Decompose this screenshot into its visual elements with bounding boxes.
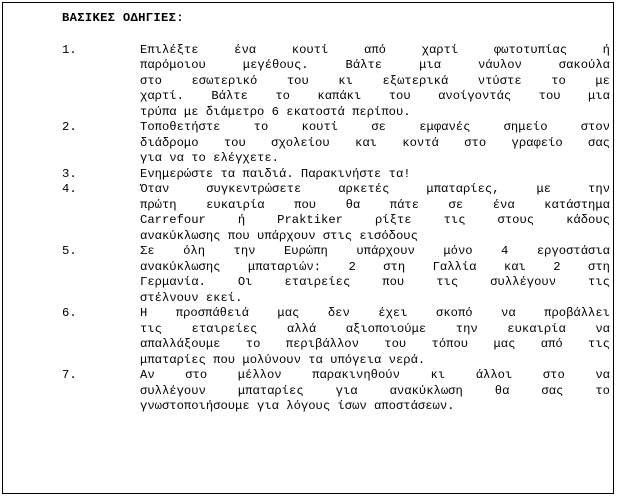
item-number: 1. (62, 42, 77, 57)
text-line: τις εταιρείες αλλά αξιοποιούμε την ευκαιρία να (140, 321, 610, 336)
document-frame (2, 2, 614, 494)
text-line: στο εσωτερικό του κι εξωτερικά ντύστε το με (140, 73, 610, 88)
text-line: Ενημερώστε τα παιδιά. Παρακινήστε τα! (140, 166, 411, 181)
text-line: τρύπα με διάμετρο 6 εκατοστά περίπου. (140, 104, 411, 119)
instruction-item (62, 244, 612, 306)
text-line: Αν στο μέλλον παρακινηθούν κι άλλοι στο να (140, 368, 610, 382)
item-text (140, 43, 610, 121)
text-line: ανακύκλωσης μπαταριών: 2 στη Γαλλία και 2 στη (140, 259, 610, 274)
text-line: χαρτί. Βάλτε το καπάκι του ανοίγοντάς του μια (140, 89, 610, 103)
instruction-item (62, 368, 612, 415)
item-text (140, 306, 610, 368)
text-line: Carrefour ή Praktiker ρίξτε τις στους κάδους (140, 213, 610, 227)
text-line: απαλλάξουμε το περιβάλλον του τόπου μας από τις (140, 337, 610, 351)
text-line: Σε όλη την Ευρώπη υπάρχουν μόνο 4 εργοστάσια (140, 244, 610, 258)
text-line: Η προσπάθειά μας δεν έχει σκοπό να προβάλλει (140, 306, 610, 320)
instruction-item (62, 167, 612, 183)
text-line: μπαταρίες που μολύνουν τα υπόγεια νερά. (140, 352, 426, 367)
text-line: Όταν συγκεντρώσετε αρκετές μπαταρίες, με την (140, 182, 610, 196)
text-line: Επιλέξτε ένα κουτί από χαρτί φωτοτυπίας ή (140, 42, 610, 57)
item-text (140, 244, 610, 306)
text-line: πρώτη ευκαιρία που θα πάτε σε ένα κατάστημα (140, 197, 610, 212)
text-line: διάδρομο του σχολείου και κοντά στο γραφείο σας (140, 135, 610, 150)
text-line: στέλνουν εκεί. (140, 290, 243, 305)
item-number: 7. (62, 368, 77, 382)
item-number: 5. (62, 244, 77, 258)
item-text (140, 182, 610, 244)
item-text (140, 120, 610, 167)
instruction-item (62, 120, 612, 167)
text-line: γνωστοποιήσουμε για λόγους ίσων αποστάσεων. (140, 399, 455, 413)
item-number: 3. (62, 166, 77, 181)
text-line: για να το ελέγχετε. (140, 151, 279, 165)
heading: ΒΑΣΙΚΕΣ ΟΔΗΓΙΕΣ: (62, 11, 184, 25)
item-text (140, 167, 610, 183)
instruction-item (62, 43, 612, 121)
text-line: Γερμανία. Οι εταιρείες που τις συλλέγουν τις (140, 275, 610, 289)
item-number: 4. (62, 182, 77, 196)
item-number: 6. (62, 306, 77, 320)
instruction-list (62, 43, 612, 415)
text-line: παρόμοιου μεγέθους. Βάλτε μια νάυλον σακούλα (140, 58, 610, 72)
instruction-item (62, 182, 612, 244)
item-number: 2. (62, 120, 77, 134)
text-line: Τοποθετήστε το κουτί σε εμφανές σημείο στον (140, 120, 610, 134)
instruction-item (62, 306, 612, 368)
text-line: συλλέγουν μπαταρίες για ανακύκλωση θα σας το (140, 383, 610, 398)
text-line: ανακύκλωσης που υπάρχουν στις εισόδους (140, 228, 418, 243)
item-text (140, 368, 610, 415)
instructions-document (62, 11, 612, 415)
